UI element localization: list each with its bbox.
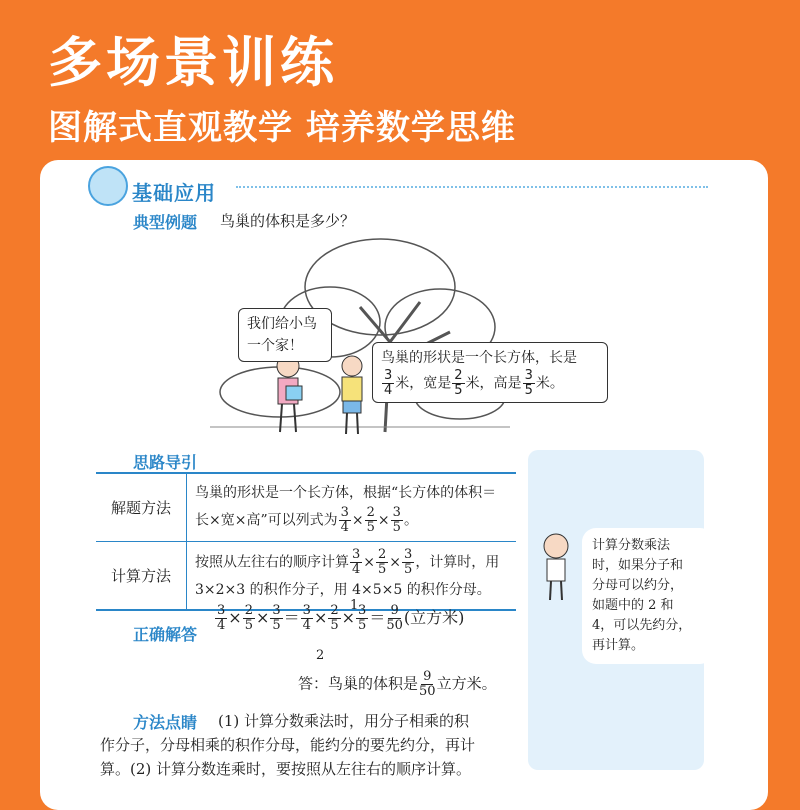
tips-line-2: 作分子，分母相乘的积作分母，能约分的要先约分，再计 — [100, 736, 476, 754]
speech-girl-line-2: 一个家！ — [247, 338, 303, 354]
solution-equation: $\frac{3}{4}$ × $\frac{2}{5}$ × $\frac{3}{5}$ ＝ $\frac{3}{4}$ × $\frac{2}{5}$ × $\frac{3}{5}$ ＝ $\frac{9}{50}$ (立方米) — [217, 603, 465, 633]
table-row-body: 按照从左往右的顺序计算 $\frac{3}{4}$ × $\frac{2}{5}$ × $\frac{3}{5}$ ，计算时，用 3×2×3 的积作分子，用 4×5×5 的积作分母。 — [195, 547, 500, 598]
fraction-height: $\frac{3}{5}$ — [524, 368, 533, 398]
speech-bubble-girl — [238, 308, 332, 362]
guide-table — [96, 472, 516, 611]
table-row-body: 鸟巢的形状是一个长方体，根据“长方体的体积＝ 长×宽×高”可以列式为 $\frac{3}{4}$ × $\frac{2}{5}$ × $\frac{3}{5}$ 。 — [195, 485, 497, 535]
side-note-bubble: 计算分数乘法 时，如果分子和 分母可以约分， 如题中的 2 和 4，可以先约分， 再计算。 — [582, 528, 714, 664]
section-divider — [236, 186, 708, 188]
solution-label: 正确解答 — [133, 625, 198, 644]
fraction-length: $\frac{3}{4}$ — [384, 368, 393, 398]
guide-label: 思路导引 — [133, 453, 198, 472]
tips-line-3: 算。(2) 计算分数连乘时，要按照从左往右的顺序计算。 — [100, 760, 472, 778]
girl-figure — [268, 352, 308, 437]
cancel-top-mark: 1 — [350, 598, 359, 613]
tips-line-1: (1) 计算分数乘法时，用分子相乘的积 — [218, 712, 470, 730]
fraction-width: $\frac{2}{5}$ — [454, 368, 463, 398]
table-row-head: 计算方法 — [96, 542, 187, 609]
answer-sentence: 答：鸟巢的体积是 $\frac{9}{50}$ 立方米。 — [298, 669, 497, 699]
example-label: 典型例题 — [133, 213, 198, 232]
speech-girl-line-1: 我们给小鸟 — [247, 316, 317, 332]
page-subheadline: 图解式直观教学 培养数学思维 — [48, 108, 516, 148]
mascot-badge-icon — [88, 166, 128, 206]
boy-figure — [334, 354, 370, 439]
speech-boy-line-2: $\frac{3}{4}$ 米，宽是 $\frac{2}{5}$ 米，高是 $\frac{3}{5}$ 米。 — [384, 368, 564, 398]
table-row — [96, 474, 516, 542]
example-question: 鸟巢的体积是多少？ — [220, 212, 356, 230]
page-headline: 多场景训练 — [48, 31, 338, 94]
girl-mascot-icon — [534, 530, 578, 604]
speech-bubble-boy — [372, 342, 608, 403]
speech-boy-line-1: 鸟巢的形状是一个长方体，长是 — [381, 350, 577, 366]
table-row-head: 解题方法 — [96, 474, 187, 541]
section-title: 基础应用 — [132, 181, 216, 205]
table-row — [96, 542, 516, 609]
cancel-bottom-mark: 2 — [316, 648, 325, 663]
tips-label: 方法点睛 — [133, 713, 198, 732]
